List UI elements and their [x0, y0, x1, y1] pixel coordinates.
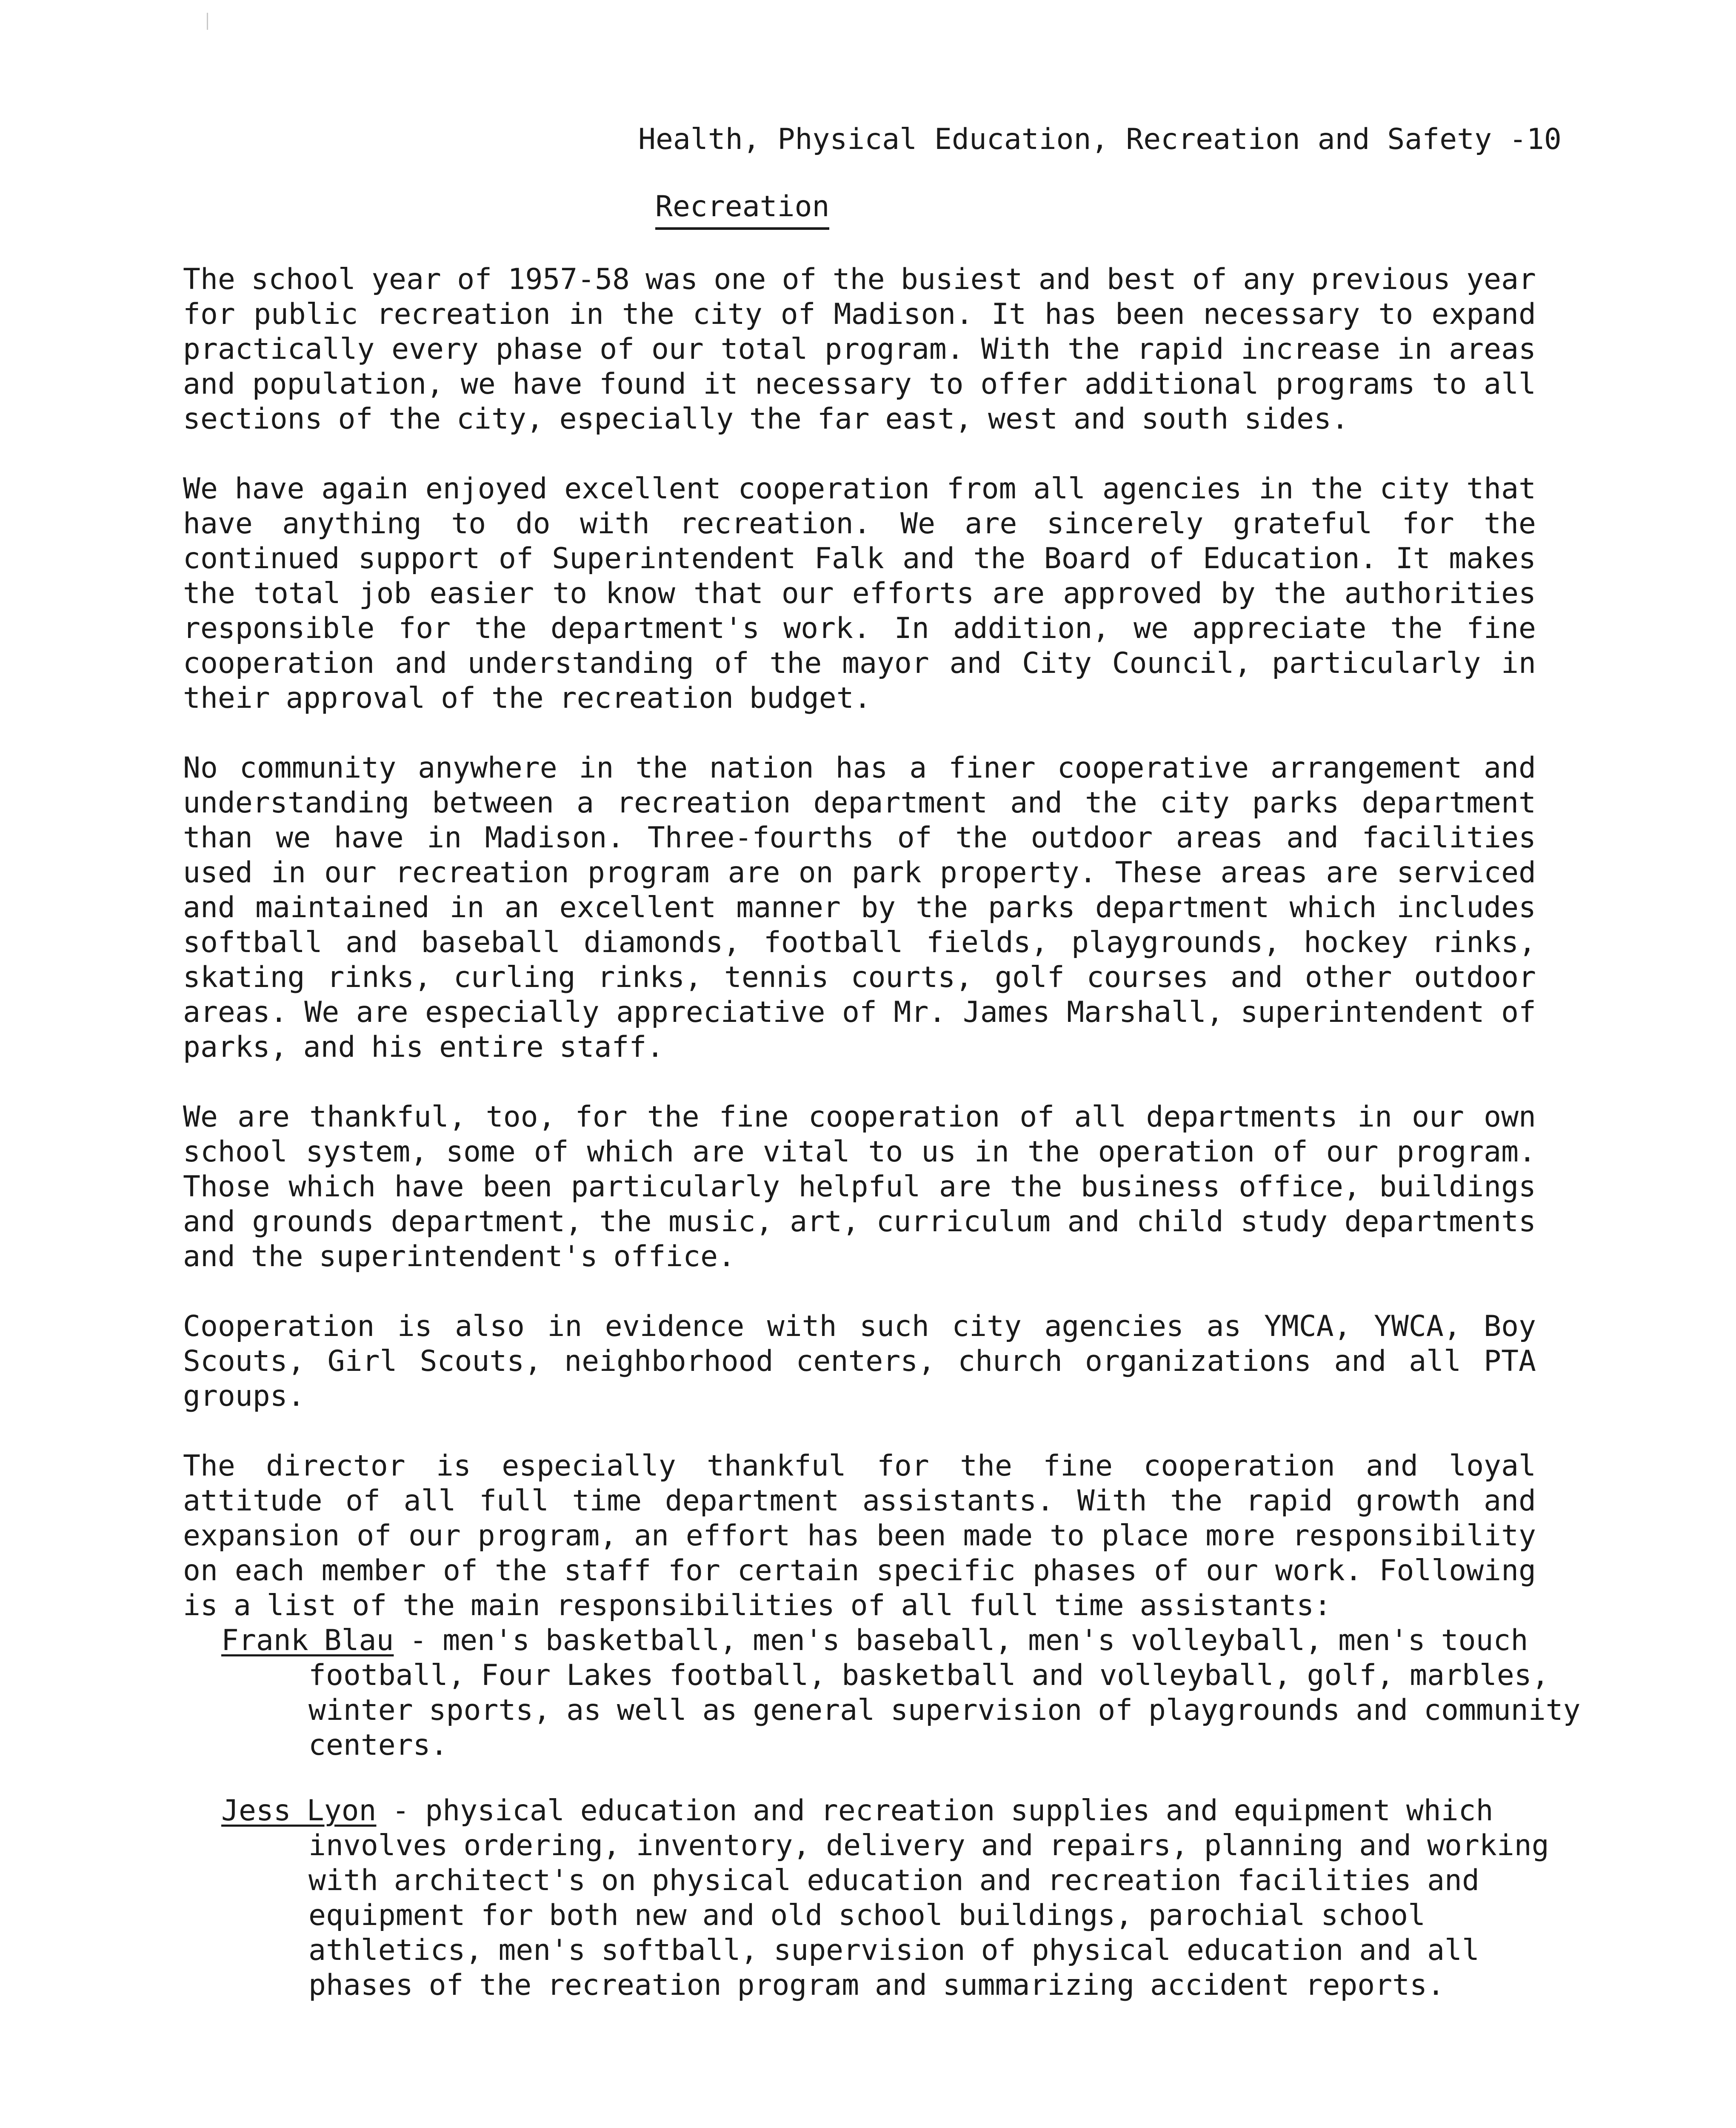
body-text — [183, 262, 1581, 2034]
assistant-entry — [221, 1793, 1593, 2003]
paragraph-parks-department: No community anywhere in the nation has a finer cooperative arrangement and understanding between a recreation department and the city parks department than we have in Madison. Three-fourths of the outdoor areas and facilities used in our recreation program are on park property. These areas are serviced and maintained in an excellent manner by the parks department which includes softball and baseball diamonds, football fields, playgrounds, hockey rinks, skating rinks, curling rinks, tennis courts, golf courses and other outdoor areas. We are especially appreciative of Mr. James Marshall, superintendent of parks, and his entire staff. — [183, 751, 1536, 1064]
running-header: Health, Physical Education, Recreation and Safety -10 — [638, 123, 1562, 156]
paragraph-staff-assistants: The director is especially thankful for the fine cooperation and loyal attitude of all full time department assistants. With the rapid growth and expansion of our program, an effort has been made to place more responsibility on each member of the staff for certain specific phases of our work. Following is a list of the main responsibilities of all full time assistants: — [183, 1449, 1536, 1622]
assistant-duties: - men's basketball, men's baseball, men's volleyball, men's touch football, Four Lakes football, basketball and volleyball, golf, marbles, winter sports, as well as general supervision of playgrounds and community centers. — [308, 1624, 1581, 1762]
margin-mark — [207, 13, 208, 30]
assistant-duties: - physical education and recreation supplies and equipment which involves ordering, inventory, delivery and repairs, planning and working with architect's on physical education and recreation facilities and equipment for both new and old school buildings, parochial school athletics, men's softball, supervision of physical education and all phases of the recreation program and summarizing accident reports. — [308, 1794, 1549, 2002]
paragraph-intro: The school year of 1957-58 was one of the busiest and best of any previous year for public recreation in the city of Madison. It has been necessary to expand practically every phase of our total program. With the rapid increase in areas and population, we have found it necessary to offer additional programs to all sections of the city, especially the far east, west and south sides. — [183, 263, 1536, 436]
assistant-name: Jess Lyon — [221, 1794, 377, 1828]
assistant-name: Frank Blau — [221, 1624, 394, 1657]
paragraph-school-departments: We are thankful, too, for the fine cooperation of all departments in our own school system, some of which are vital to us in the operation of our program. Those which have been particularly helpful are the business office, buildings and grounds department, the music, art, curriculum and child study departments and the superintendent's office. — [183, 1100, 1536, 1273]
assistant-entry — [221, 1623, 1593, 1763]
paragraph-city-agencies: Cooperation is also in evidence with such city agencies as YMCA, YWCA, Boy Scouts, Girl Scouts, neighborhood centers, church organizations and all PTA groups. — [183, 1310, 1536, 1413]
section-title: Recreation — [655, 187, 829, 230]
paragraph-agency-cooperation: We have again enjoyed excellent cooperation from all agencies in the city that have anything to do with recreation. We are sincerely grateful for the continued support of Superintendent Falk and the Board of Education. It makes the total job easier to know that our efforts are approved by the authorities responsible for the department's work. In addition, we appreciate the fine cooperation and understanding of the mayor and City Council, particularly in their approval of the recreation budget. — [183, 472, 1536, 715]
